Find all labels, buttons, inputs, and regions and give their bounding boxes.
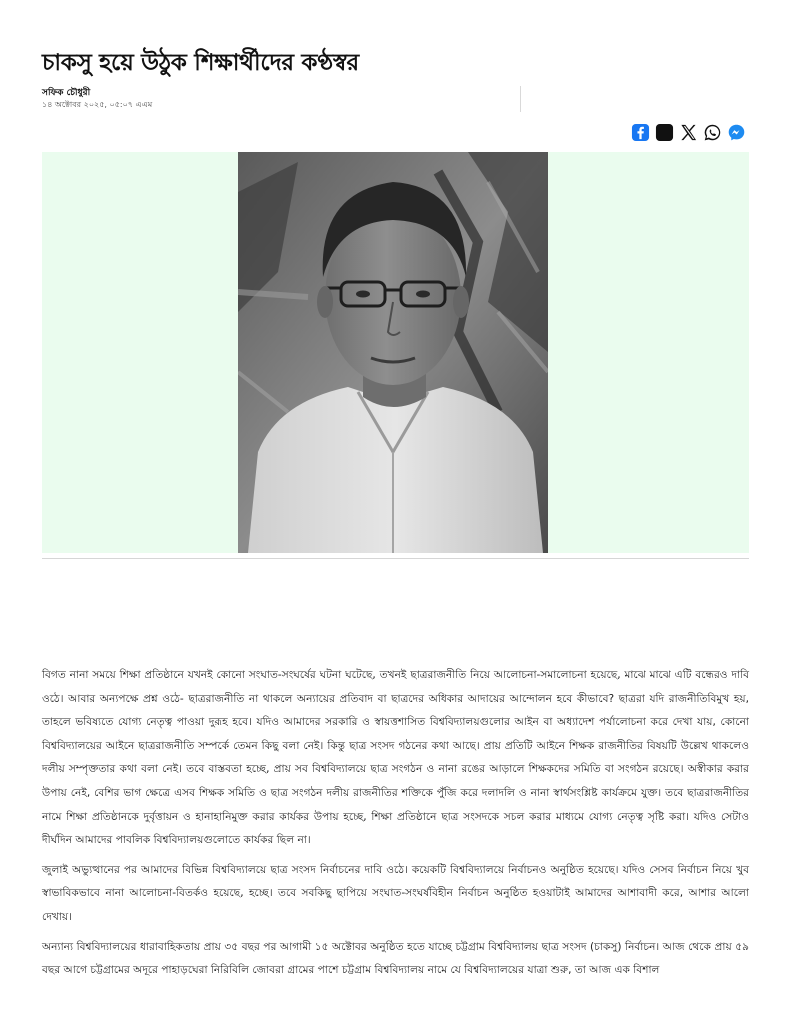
article-body	[42, 664, 749, 989]
facebook-share-button[interactable]	[630, 122, 650, 142]
byline	[42, 88, 152, 110]
whatsapp-share-button[interactable]	[702, 122, 722, 142]
messenger-icon	[727, 123, 746, 142]
publish-date: ১৪ অক্টোবর ২০২৫, ০৫:০৭ এএম	[42, 100, 153, 109]
share-bar	[630, 122, 746, 142]
square-icon	[655, 123, 674, 142]
article-paragraph: বিগত নানা সময়ে শিক্ষা প্রতিষ্ঠানে যখনই কোনো সংঘাত-সংঘর্ষের ঘটনা ঘটেছে, তখনই ছাত্ররাজনীতি নিয়ে আলোচনা-সমালোচনা হয়েছে, মাঝে মাঝে এটি বন্ধেরও দাবি ওঠে। আবার অন্যপক্ষে প্রশ্ন ওঠে- ছাত্ররাজনীতি না থাকলে অন্যায়ের প্রতিবাদ বা ছাত্রদের অধিকার আদায়ের আন্দোলন হবে কীভাবে? ছাত্ররা যদি রাজনীতিবিমুখ হয়, তাহলে ভবিষ্যতে যোগ্য নেতৃত্ব পাওয়া দুরূহ হবে। যদিও আমাদের সরকারি ও স্বায়ত্তশাসিত বিশ্ববিদ্যালয়গুলোর আইন বা অধ্যাদেশ পর্যালোচনা করে দেখা যায়, কোনো বিশ্ববিদ্যালয়ের আইনে ছাত্ররাজনীতি সম্পর্কে তেমন কিছু বলা নেই। কিন্তু ছাত্র সংসদ গঠনের কথা আছে। প্রায় প্রতিটি আইনে শিক্ষক রাজনীতির বিষয়টি উল্লেখ থাকলেও দলীয় সম্পৃক্ততার কথা বলা নেই। তবে বাস্তবতা হচ্ছে, প্রায় সব বিশ্ববিদ্যালয়ে ছাত্র সংগঠন ও নানা রঙের আড়ালে শিক্ষকদের সমিতি বা সংগঠন রয়েছে। অস্বীকার করার উপায় নেই, বেশির ভাগ ক্ষেত্রে এসব শিক্ষক সমিতি ও ছাত্র সংগঠন দলীয় রাজনীতির শক্তিকে পুঁজি করে দলাদলি ও নানা স্বার্থসংশ্লিষ্ট কার্যক্রমে যুক্ত। তবে ছাত্ররাজনীতির নামে শিক্ষা প্রতিষ্ঠানকে দুর্বৃত্তায়ন ও হানাহানিমুক্ত করার কার্যকর উপায় হচ্ছে, শিক্ষা প্রতিষ্ঠানে ছাত্র সংসদকে সচল করার মাধ্যমে যোগ্য নেতৃত্ব সৃষ্টি করা। যদিও সেটাও দীর্ঘদিন আমাদের পাবলিক বিশ্ববিদ্যালয়গুলোতে কার্যকর ছিল না।	[42, 669, 749, 847]
header-divider	[520, 86, 521, 112]
author-name[interactable]: সফিক চৌধুরী	[42, 88, 91, 98]
author-portrait	[238, 152, 548, 553]
square-share-button[interactable]	[654, 122, 674, 142]
messenger-share-button[interactable]	[726, 122, 746, 142]
facebook-icon	[631, 123, 650, 142]
article-title: চাকসু হয়ে উঠুক শিক্ষার্থীদের কণ্ঠস্বর	[42, 50, 359, 76]
article-paragraph: অন্যান্য বিশ্ববিদ্যালয়ের ধারাবাহিকতায় প্রায় ৩৫ বছর পর আগামী ১৫ অক্টোবর অনুষ্ঠিত হতে যাচ্ছে চট্টগ্রাম বিশ্ববিদ্যালয় ছাত্র সংসদ (চাকসু) নির্বাচন। আজ থেকে প্রায় ৫৯ বছর আগে চট্টগ্রামের অদূরে পাহাড়ঘেরা নিরিবিলি জোবরা গ্রামের পাশে চট্টগ্রাম বিশ্ববিদ্যালয় নামে যে বিশ্ববিদ্যালয়ের যাত্রা শুরু, তা আজ এক বিশাল	[42, 940, 749, 977]
hero-image-panel	[42, 152, 749, 553]
x-share-button[interactable]	[678, 122, 698, 142]
whatsapp-icon	[703, 123, 722, 142]
article-paragraph: জুলাই অভ্যুত্থানের পর আমাদের বিভিন্ন বিশ্ববিদ্যালয়ে ছাত্র সংসদ নির্বাচনের দাবি ওঠে। কয়েকটি বিশ্ববিদ্যালয়ে নির্বাচনও অনুষ্ঠিত হয়েছে। যদিও সেসব নির্বাচন নিয়ে খুব স্বাভাবিকভাবে নানা আলোচনা-বিতর্কও হয়েছে, হচ্ছে। তবে সবকিছু ছাপিয়ে সংঘাত-সংঘর্ষবিহীন নির্বাচন অনুষ্ঠিত হওয়াটাই আমাদের আশাবাদী করে, আশার আলো দেখায়।	[42, 863, 749, 923]
hero-bottom-rule	[42, 558, 749, 559]
x-icon	[679, 123, 698, 142]
